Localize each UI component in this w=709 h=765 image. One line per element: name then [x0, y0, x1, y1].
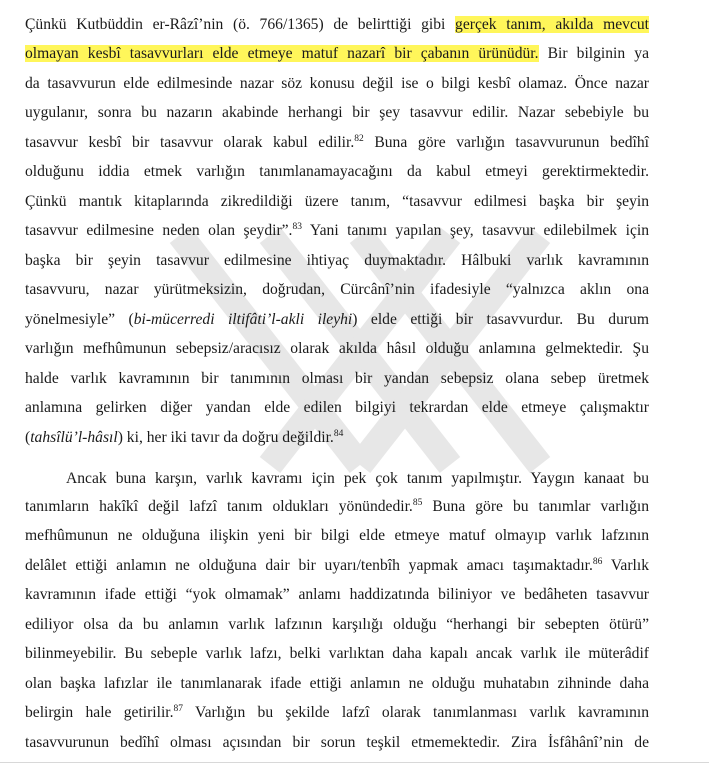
footnote-ref[interactable]: 85 — [412, 498, 423, 508]
text-line: delâlet ettiği anlamın ne olduğuna dair bir uyarı/tenbîh yapmak amacı taşımaktadır.$^{86}$ Varlık — [25, 557, 649, 574]
text-line: tasavvuru, nazar yürütmeksizin, doğrudan, Cürcânî’nin ifadesiyle “yalnızca aklın ona — [25, 281, 649, 298]
text-line: varlığın mefhûmunun sebepsiz/aracısız olarak akılda hâsıl olduğu anlamına gelmektedir. Şu — [25, 340, 649, 357]
footnote-ref[interactable]: 83 — [292, 222, 302, 232]
text-line: başka bir şeyin tasavvur edilmesine ihtiyaç duymaktadır. Hâlbuki varlık kavramının — [25, 252, 649, 269]
highlighted-text: olmayan kesbî tasavvurları elde etmeye matuf nazarî bir çabanın ürünüdür. — [25, 45, 539, 62]
text-line: olduğunu iddia etmek varlığın tanımlanamayacağını da kabul etmeyi gerektirmektedir. — [25, 163, 649, 180]
text-line: halde varlık kavramının bir tanımının olması bir yandan sebepsiz olana sebep üretmek — [25, 370, 649, 387]
text-line: olan başka lafızlar ile tanımlanarak ifade ettiği anlamın ne olduğu muhatabın zihninde daha — [25, 675, 649, 692]
text-line: tasavvurunun bedîhî olması açısından bir sorun teşkil etmemektedir. Zira İsfâhânî’nin de — [25, 734, 649, 751]
text-line: kavramının ifade ettiği “yok olmamak” anlamı haddizatında biliniyor ve bedâheten tasavvur — [25, 586, 649, 603]
text-line: tasavvur edilmesine neden olan şeydir”.$^{83}$ Yani tanımı yapılan şey, tasavvur edilebilmek için — [25, 222, 650, 239]
footnote-ref[interactable]: 84 — [333, 429, 344, 439]
text-line: (tahsîlü’l-hâsıl) ki, her iki tavır da doğru değildir.$^{84}$ — [25, 429, 344, 446]
text-line: ediliyor olsa da bu anlamın varlık lafzının karşılığı olduğu “herhangi bir sebepten ötürü” — [25, 616, 649, 633]
highlighted-text: gerçek tanım, akılda mevcut — [455, 16, 650, 33]
text-line: olmayan kesbî tasavvurları elde etmeye matuf nazarî bir çabanın ürünüdür. Bir bilginin ya — [25, 45, 649, 62]
page-bottom-edge — [0, 762, 709, 763]
text-line: anlamına gelirken diğer yandan elde edilen bilgiyi tekrardan elde etmeye çalışmaktır — [25, 399, 649, 416]
text-line: yönelmesiyle” (bi-mücerredi iltifâti’l-akli ileyhi) elde ettiği bir tasavvurdur. Bu durum — [25, 311, 649, 328]
text-line: Ancak buna karşın, varlık kavramı için pek çok tanım yapılmıştır. Yaygın kanaat bu — [66, 470, 649, 487]
text-line: da tasavvurun elde edilmesinde nazar söz konusu değil ise o bilgi kesbî olamaz. Önce nazar — [25, 75, 649, 92]
text-line: Çünkü mantık kitaplarında zikredildiği üzere tanım, “tasavvur edilmesi başka bir şeyin — [25, 193, 649, 210]
text-line: belirgin hale getirilir.$^{87}$ Varlığın bu şekilde lafzî olarak tanımlanması varlık kavramının — [25, 704, 649, 721]
text-line: tanımların hakîkî değil lafzî tanım oldukları yönündedir.$^{85}$ Buna göre bu tanımlar varlığın — [25, 498, 650, 515]
text-line: tasavvur kesbî bir tasavvur olarak kabul edilir.$^{82}$ Buna göre varlığın tasavvurunun bedîhî — [25, 134, 650, 151]
footnote-ref[interactable]: 87 — [173, 704, 184, 714]
text-line: mefhûmunun ne olduğuna ilişkin yeni bir bilgi elde etmeye matuf olmayıp varlık lafzının — [25, 527, 649, 544]
text-line: uygulanır, sonra bu nazarın akabinde herhangi bir şey tasavvur edilir. Nazar sebebiyle bu — [25, 104, 649, 121]
text-line: Çünkü Kutbüddin er-Râzî’nin (ö. 766/1365) de belirttiği gibi gerçek tanım, akılda mevcut — [25, 16, 650, 33]
text-line: bilinmeyebilir. Bu sebeple varlık lafzı, belki varlıktan daha kapalı ancak varlık ile müterâdif — [25, 645, 649, 662]
footnote-ref[interactable]: 86 — [592, 557, 603, 567]
footnote-ref[interactable]: 82 — [354, 134, 364, 144]
